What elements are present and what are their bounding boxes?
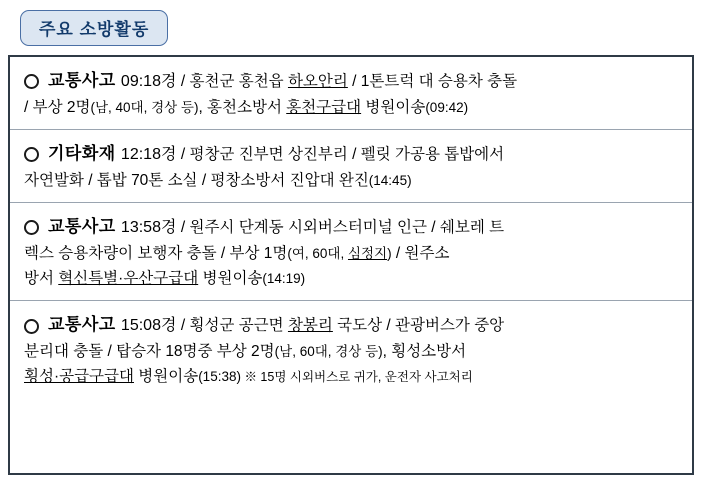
entry-text-segment: / 원주소: [391, 244, 450, 262]
entry-text-segment: 병원이송: [361, 98, 426, 116]
entry-first-line: [24, 140, 680, 168]
entry-text-segment: 혁신특별·우산구급대: [58, 270, 199, 288]
entry-time: 12:18경: [120, 146, 181, 164]
entry-text-segment: 분리대 충돌 / 탑승자 18명중 부상 2명: [24, 343, 275, 361]
entry-text-segment: ※ 15명 시외버스로 귀가, 운전자 사고처리: [240, 370, 473, 385]
list-item: [10, 57, 692, 130]
entry-text-segment: 홍천군 홍천읍: [189, 73, 288, 90]
entry-text-segment: , 홍천소방서: [198, 98, 287, 116]
entry-text-segment: (남, 60대, 경상 등): [274, 344, 383, 360]
circle-bullet-icon: [24, 220, 39, 235]
entry-text-segment: 창봉리: [287, 317, 333, 335]
entry-text-segment: /: [180, 73, 190, 90]
entry-text-segment: (14:19): [262, 271, 306, 287]
entry-text-segment: 심정지: [347, 245, 388, 261]
entry-wrapped-line: [24, 168, 680, 193]
entry-text-segment: 병원이송: [133, 368, 199, 386]
list-item: [10, 203, 692, 301]
entry-first-line: [24, 311, 680, 339]
entry-text-segment: / 횡성군 공근면: [180, 317, 288, 335]
entry-text-segment: 자연발화 / 톱밥 70톤 소실 / 평창소방서 진압대 완진: [24, 171, 369, 189]
entry-text-segment: 횡성·공급구급대: [24, 368, 134, 386]
entry-text-segment: (14:45): [368, 172, 412, 188]
list-item: [10, 301, 692, 398]
entry-first-line: [24, 67, 680, 95]
entry-category: 교통사고: [48, 217, 121, 237]
entry-category: 교통사고: [48, 71, 121, 90]
entry-wrapped-line: [24, 364, 680, 389]
entry-wrapped-line: [24, 241, 680, 266]
activity-list-box: [8, 55, 694, 475]
entry-text-segment: / 원주시 단계동 시외버스터미널 인근 / 쉐보레 트: [180, 219, 505, 237]
entry-time: 13:58경: [120, 219, 181, 237]
circle-bullet-icon: [24, 319, 39, 334]
circle-bullet-icon: [24, 147, 39, 162]
list-item: [10, 130, 692, 203]
header-area: [0, 0, 702, 46]
circle-bullet-icon: [24, 74, 39, 89]
entry-text-segment: / 1톤트럭 대 승용차 충돌: [347, 73, 518, 90]
entry-text-segment: (남, 40대, 경상 등): [90, 99, 199, 115]
entry-category: 기타화재: [48, 144, 121, 164]
entry-text-segment: 병원이송: [198, 270, 263, 288]
entry-text-segment: (09:42): [425, 99, 469, 115]
entry-text-segment: 홍천구급대: [286, 98, 362, 116]
entry-wrapped-line: [24, 95, 680, 120]
entry-text-segment: 국도상 / 관광버스가 중앙: [332, 317, 505, 335]
entry-time: 09:18경: [120, 73, 181, 90]
entry-text-segment: 하오안리: [287, 73, 348, 90]
entry-first-line: [24, 213, 680, 241]
entry-text-segment: ): [387, 245, 392, 261]
entry-time: 15:08경: [120, 317, 181, 335]
entry-text-segment: (15:38): [198, 369, 241, 385]
entry-text-segment: / 부상 2명: [24, 98, 91, 116]
entry-category: 교통사고: [48, 315, 121, 335]
entry-text-segment: / 평창군 진부면 상진부리 / 펠릿 가공용 톱밥에서: [180, 146, 505, 164]
entry-text-segment: 렉스 승용차량이 보행자 충돌 / 부상 1명: [24, 244, 288, 262]
entry-wrapped-line: [24, 339, 680, 364]
entry-text-segment: , 횡성소방서: [382, 343, 467, 361]
entry-text-segment: 방서: [24, 270, 59, 288]
entry-text-segment: (여, 60대,: [287, 245, 348, 261]
page-title: 주요 소방활동: [20, 10, 168, 46]
entry-wrapped-line: [24, 266, 680, 291]
